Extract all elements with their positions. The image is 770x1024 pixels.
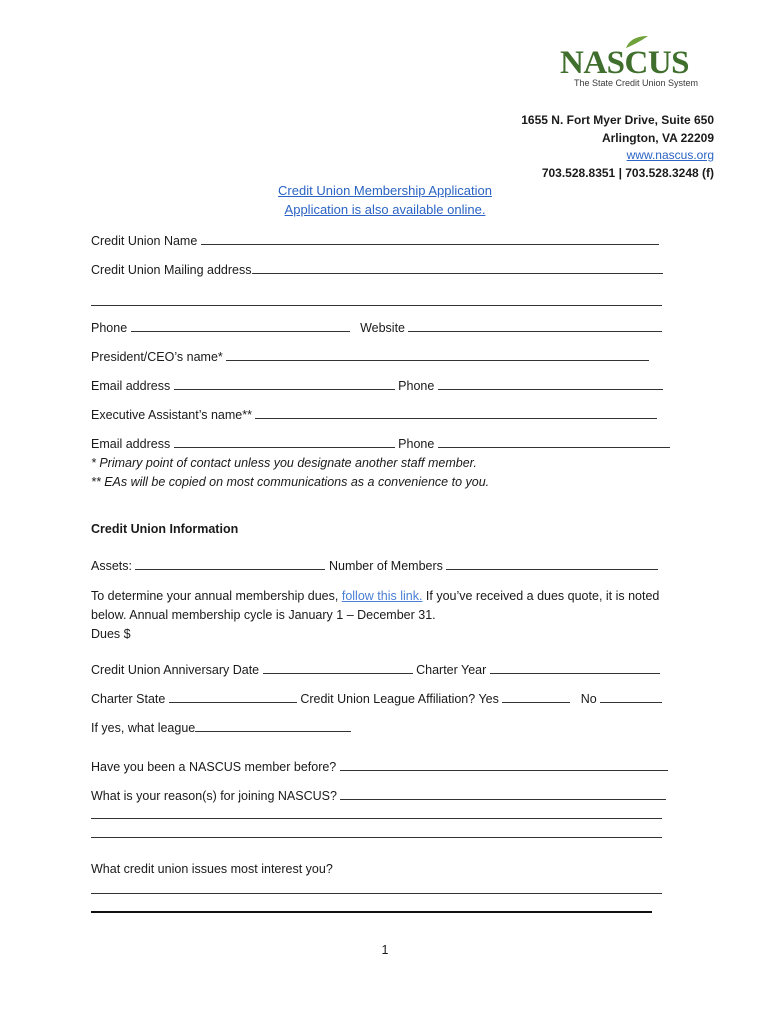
form-subtitle-link[interactable]: Application is also available online. (284, 202, 486, 217)
email2-label: Email address (91, 437, 171, 451)
phone3-label: Phone (398, 437, 435, 451)
assets-field[interactable] (135, 558, 325, 570)
reasons-label: What is your reason(s) for joining NASCUS? (91, 789, 337, 803)
anniversary-row (91, 662, 660, 678)
website-link[interactable]: www.nascus.org (626, 148, 714, 162)
assets-members-row (91, 558, 658, 574)
charter-state-label: Charter State (91, 692, 166, 706)
issues-label: What credit union issues most interest you? (91, 862, 333, 876)
cu-name-field[interactable] (201, 233, 659, 245)
form-title[interactable]: Credit Union Membership Application (278, 183, 492, 198)
reasons-row (91, 788, 666, 804)
email-label: Email address (91, 379, 171, 393)
phone2-field[interactable] (438, 378, 663, 390)
dues-link[interactable]: follow this link. (341, 589, 423, 603)
exec-row (91, 407, 657, 423)
dues-paragraph-line2: below. Annual membership cycle is January 1 – December 31. (91, 608, 436, 622)
dues-text: To determine your annual membership dues, (91, 589, 339, 603)
reasons-field[interactable] (340, 788, 666, 800)
charter-year-field[interactable] (490, 662, 660, 674)
dues-text-cont: If you’ve received a dues quote, it is noted (422, 589, 660, 603)
issues-field-line1[interactable] (91, 893, 662, 894)
email-field[interactable] (174, 378, 395, 390)
which-league-row (91, 720, 351, 736)
president-field[interactable] (226, 349, 649, 361)
which-league-label: If yes, what league (91, 721, 196, 735)
which-league-field[interactable] (195, 720, 351, 732)
logo-tagline: The State Credit Union System (574, 78, 699, 88)
website-field[interactable] (408, 320, 662, 332)
mailing-field[interactable] (252, 262, 663, 274)
page-number: 1 (381, 943, 389, 957)
reasons-field-line3[interactable] (91, 837, 662, 838)
email2-phone-row (91, 436, 670, 452)
president-label: President/CEO’s name* (91, 350, 223, 364)
league-yes-field[interactable] (502, 691, 570, 703)
nascus-logo (560, 44, 720, 94)
email-phone-row (91, 378, 663, 394)
cu-name-label: Credit Union Name (91, 234, 198, 248)
phone2-label: Phone (398, 379, 435, 393)
city-state: Arlington, VA 22209 (601, 130, 714, 145)
website-label: Website (360, 321, 405, 335)
dues-amount-label: Dues $ (91, 627, 131, 641)
email2-field[interactable] (174, 436, 395, 448)
league-no-label: No (580, 692, 597, 706)
anniversary-label: Credit Union Anniversary Date (91, 663, 260, 677)
phone-field[interactable] (131, 320, 350, 332)
phone-numbers: 703.528.8351 | 703.528.3248 (f) (541, 165, 714, 180)
section-heading: Credit Union Information (91, 522, 239, 536)
member-before-label: Have you been a NASCUS member before? (91, 760, 337, 774)
note-primary-contact: * Primary point of contact unless you designate another staff member. (91, 456, 477, 470)
league-label: Credit Union League Affiliation? Yes (300, 692, 499, 706)
league-no-field[interactable] (600, 691, 662, 703)
assets-label: Assets: (91, 559, 132, 573)
mailing-row (91, 262, 663, 278)
charter-state-field[interactable] (169, 691, 297, 703)
exec-field[interactable] (255, 407, 657, 419)
logo-wordmark: NASCUS (560, 45, 690, 81)
reasons-field-line2[interactable] (91, 818, 662, 819)
anniversary-field[interactable] (263, 662, 413, 674)
member-before-field[interactable] (340, 759, 668, 771)
charter-year-label: Charter Year (416, 663, 487, 677)
mailing-label: Credit Union Mailing address (91, 263, 252, 277)
address-block (521, 112, 714, 182)
member-before-row (91, 759, 668, 775)
note-ea-copied: ** EAs will be copied on most communications as a convenience to you. (91, 475, 490, 489)
charter-state-row (91, 691, 662, 707)
phone-label: Phone (91, 321, 128, 335)
exec-label: Executive Assistant’s name** (91, 408, 252, 422)
mailing-field-line2[interactable] (91, 305, 662, 306)
members-field[interactable] (446, 558, 658, 570)
phone3-field[interactable] (438, 436, 670, 448)
phone-website-row (91, 320, 662, 336)
dues-paragraph-line1 (91, 588, 659, 604)
members-label: Number of Members (328, 559, 443, 573)
cu-name-row (91, 233, 659, 249)
street-address: 1655 N. Fort Myer Drive, Suite 650 (521, 113, 714, 127)
president-row (91, 349, 649, 365)
issues-field-line2[interactable] (91, 911, 652, 913)
